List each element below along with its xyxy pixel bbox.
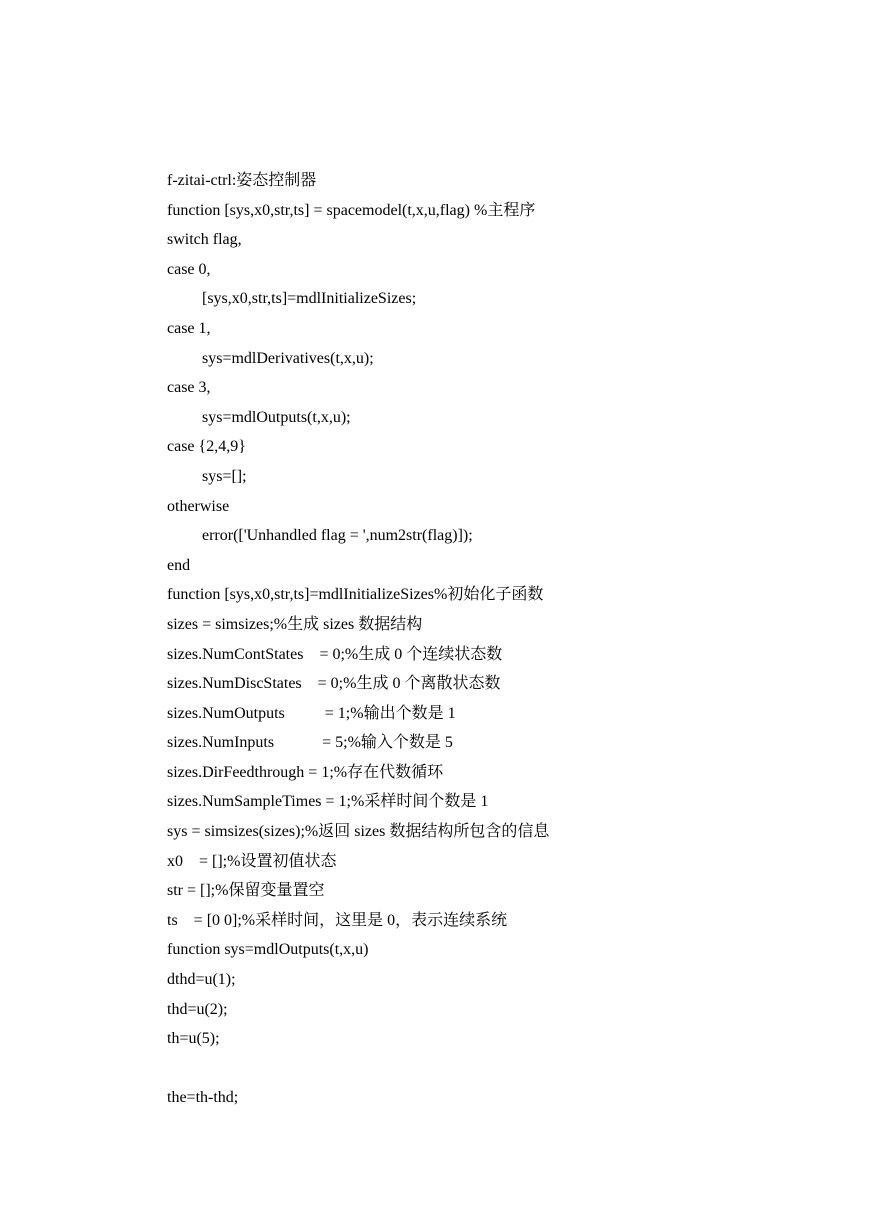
- code-line: sys=mdlDerivatives(t,x,u);: [202, 349, 374, 367]
- code-line: end: [167, 556, 191, 574]
- code-line: function [sys,x0,str,ts]=mdlInitializeSizes%初始化子函数: [167, 586, 544, 604]
- code-line: switch flag,: [167, 231, 242, 249]
- code-listing: [167, 166, 787, 1113]
- code-line: th=u(5);: [167, 1030, 220, 1048]
- code-line: f-zitai-ctrl:姿态控制器: [167, 172, 317, 189]
- code-line: error(['Unhandled flag = ',num2str(flag)]);: [202, 527, 473, 545]
- code-line: dthd=u(1);: [167, 971, 236, 989]
- code-line: sizes.NumContStates = 0;%生成 0 个连续状态数: [167, 645, 503, 663]
- code-line: case 1,: [167, 319, 211, 337]
- code-line: sys = simsizes(sizes);%返回 sizes 数据结构所包含的信息: [167, 823, 550, 841]
- code-line: thd=u(2);: [167, 1000, 228, 1018]
- code-line: otherwise: [167, 497, 230, 515]
- code-line: x0 = [];%设置初值状态: [167, 852, 337, 870]
- blank-line: [167, 1054, 787, 1084]
- code-line: sizes.NumInputs = 5;%输入个数是 5: [167, 734, 453, 752]
- code-line: [sys,x0,str,ts]=mdlInitializeSizes;: [202, 290, 417, 308]
- code-line: case 3,: [167, 379, 211, 397]
- code-line: function sys=mdlOutputs(t,x,u): [167, 941, 369, 959]
- code-line: sys=mdlOutputs(t,x,u);: [202, 408, 351, 426]
- code-line: ts = [0 0];%采样时间，这里是 0，表示连续系统: [167, 911, 508, 929]
- code-line: sizes.NumOutputs = 1;%输出个数是 1: [167, 704, 456, 722]
- code-line: sys=[];: [202, 467, 247, 485]
- code-line: sizes = simsizes;%生成 sizes 数据结构: [167, 615, 423, 633]
- code-line: case {2,4,9}: [167, 438, 246, 456]
- code-line: the=th-thd;: [167, 1089, 239, 1107]
- code-line: function [sys,x0,str,ts] = spacemodel(t,x,u,flag) %主程序: [167, 201, 536, 219]
- code-line: sizes.NumDiscStates = 0;%生成 0 个离散状态数: [167, 675, 501, 693]
- code-line: str = [];%保留变量置空: [167, 882, 325, 900]
- code-line: case 0,: [167, 260, 211, 278]
- code-line: sizes.NumSampleTimes = 1;%采样时间个数是 1: [167, 793, 489, 811]
- code-line: sizes.DirFeedthrough = 1;%存在代数循环: [167, 763, 444, 781]
